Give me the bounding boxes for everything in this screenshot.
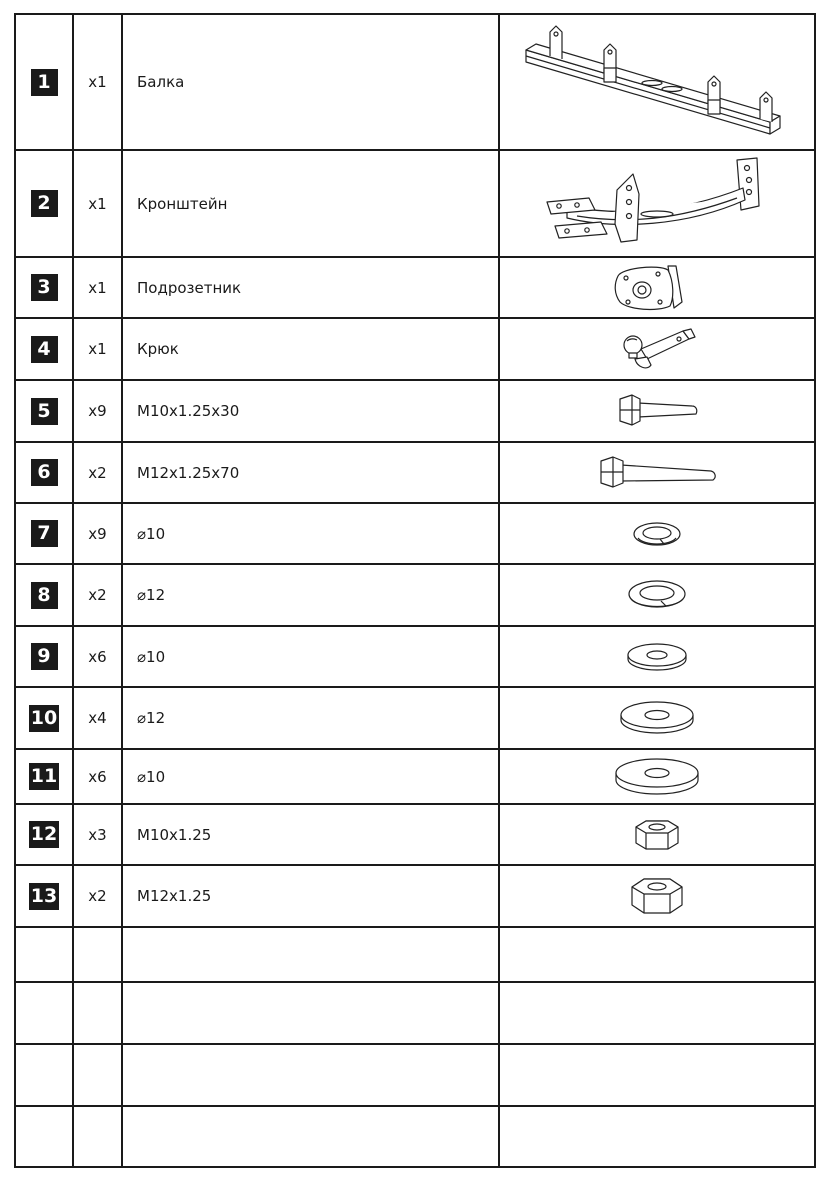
table-row (15, 749, 815, 804)
empty-cell (122, 1044, 499, 1106)
tow-hook-icon (617, 323, 697, 375)
part-name-cell: Крюк (122, 318, 499, 380)
table-row (15, 442, 815, 503)
table-row (15, 257, 815, 318)
hex-nut-small-icon (632, 815, 682, 855)
table-row (15, 380, 815, 442)
empty-cell (499, 927, 815, 982)
quantity-cell: x6 (73, 626, 122, 687)
spring-washer-large-icon (625, 577, 689, 613)
part-image-cell (499, 503, 815, 564)
part-image-cell (499, 14, 815, 150)
item-number-badge: 3 (31, 274, 58, 301)
item-number-cell (15, 865, 73, 927)
table-row-empty (15, 1044, 815, 1106)
part-name-cell: Подрозетник (122, 257, 499, 318)
empty-cell (15, 1106, 73, 1167)
part-image-cell (499, 626, 815, 687)
part-image-cell (499, 749, 815, 804)
part-name-cell: M12x1.25 (122, 865, 499, 927)
spring-washer-small-icon (630, 518, 684, 550)
bracket-icon (537, 154, 777, 254)
item-number-badge: 4 (31, 336, 58, 363)
item-number-cell (15, 257, 73, 318)
item-number-badge: 13 (29, 883, 59, 910)
item-number-cell (15, 380, 73, 442)
item-number-badge: 8 (31, 582, 58, 609)
quantity-cell: x3 (73, 804, 122, 865)
part-name-cell: Балка (122, 14, 499, 150)
item-number-cell (15, 442, 73, 503)
part-image-cell (499, 318, 815, 380)
table-row-empty (15, 927, 815, 982)
bolt-short-icon (614, 391, 700, 431)
empty-cell (499, 1044, 815, 1106)
quantity-cell: x2 (73, 442, 122, 503)
part-image-cell (499, 380, 815, 442)
item-number-badge: 7 (31, 520, 58, 547)
quantity-cell: x1 (73, 14, 122, 150)
item-number-badge: 6 (31, 459, 58, 486)
item-number-cell (15, 626, 73, 687)
part-name-cell: ⌀12 (122, 564, 499, 626)
quantity-cell: x2 (73, 865, 122, 927)
table-row (15, 318, 815, 380)
item-number-badge: 1 (31, 69, 58, 96)
hex-nut-large-icon (628, 873, 686, 919)
item-number-cell (15, 564, 73, 626)
table-row (15, 804, 815, 865)
flat-washer-small-icon (624, 641, 690, 673)
table-row (15, 865, 815, 927)
item-number-cell (15, 804, 73, 865)
item-number-badge: 2 (31, 190, 58, 217)
table-row (15, 503, 815, 564)
quantity-cell: x4 (73, 687, 122, 749)
part-image-cell (499, 257, 815, 318)
part-image-cell (499, 865, 815, 927)
empty-cell (73, 1044, 122, 1106)
part-image-cell (499, 687, 815, 749)
item-number-cell (15, 687, 73, 749)
item-number-badge: 12 (29, 821, 59, 848)
table-row (15, 150, 815, 257)
quantity-cell: x6 (73, 749, 122, 804)
flat-washer-large-icon (612, 757, 702, 797)
empty-cell (73, 982, 122, 1044)
part-name-cell: ⌀10 (122, 749, 499, 804)
empty-cell (15, 1044, 73, 1106)
quantity-cell: x1 (73, 318, 122, 380)
part-name-cell: M10x1.25 (122, 804, 499, 865)
bolt-long-icon (595, 453, 719, 493)
item-number-badge: 9 (31, 643, 58, 670)
quantity-cell: x9 (73, 380, 122, 442)
empty-cell (122, 1106, 499, 1167)
table-row (15, 564, 815, 626)
part-name-cell: ⌀10 (122, 626, 499, 687)
empty-cell (499, 1106, 815, 1167)
empty-cell (73, 927, 122, 982)
quantity-cell: x9 (73, 503, 122, 564)
table-row-empty (15, 982, 815, 1044)
part-image-cell (499, 804, 815, 865)
table-row-empty (15, 1106, 815, 1167)
part-image-cell (499, 150, 815, 257)
beam-icon (522, 22, 792, 142)
empty-cell (122, 927, 499, 982)
part-name-cell: M10x1.25x30 (122, 380, 499, 442)
quantity-cell: x1 (73, 257, 122, 318)
quantity-cell: x1 (73, 150, 122, 257)
part-image-cell (499, 442, 815, 503)
part-name-cell: ⌀12 (122, 687, 499, 749)
item-number-cell (15, 150, 73, 257)
socket-plate-icon (612, 262, 702, 314)
empty-cell (15, 927, 73, 982)
item-number-cell (15, 503, 73, 564)
flat-washer-medium-icon (617, 700, 697, 736)
part-name-cell: M12x1.25x70 (122, 442, 499, 503)
table-row (15, 687, 815, 749)
quantity-cell: x2 (73, 564, 122, 626)
table-row (15, 626, 815, 687)
item-number-cell (15, 14, 73, 150)
item-number-badge: 10 (29, 705, 59, 732)
empty-cell (15, 982, 73, 1044)
item-number-cell (15, 749, 73, 804)
empty-cell (499, 982, 815, 1044)
part-name-cell: Кронштейн (122, 150, 499, 257)
part-image-cell (499, 564, 815, 626)
table-row (15, 14, 815, 150)
item-number-cell (15, 318, 73, 380)
parts-list-table (14, 13, 816, 1168)
empty-cell (73, 1106, 122, 1167)
part-name-cell: ⌀10 (122, 503, 499, 564)
empty-cell (122, 982, 499, 1044)
item-number-badge: 5 (31, 398, 58, 425)
item-number-badge: 11 (29, 763, 59, 790)
